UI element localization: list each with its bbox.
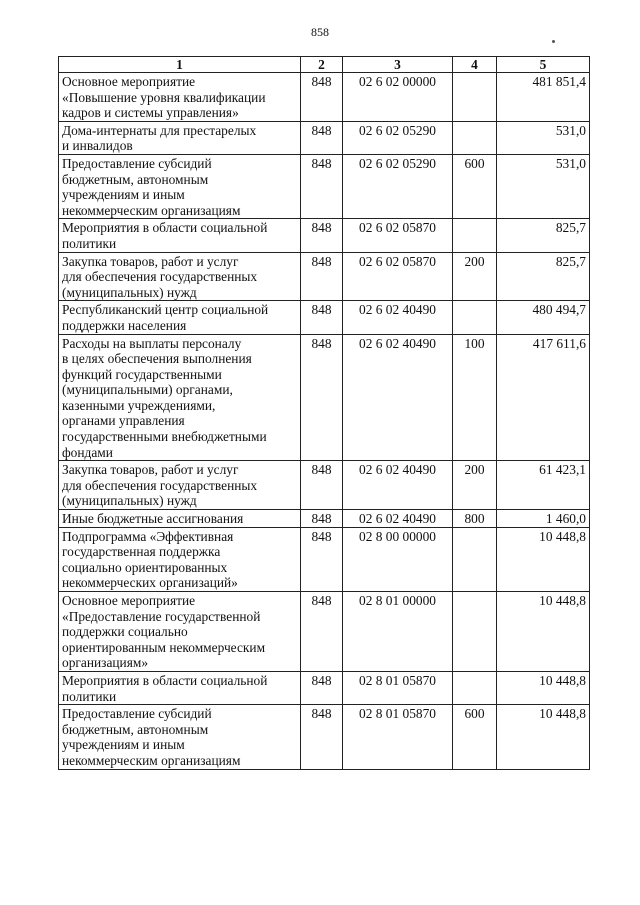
header-col-5: 5 — [497, 57, 590, 73]
row-name-cell — [59, 527, 301, 591]
row-expense-type-cell: 800 — [453, 510, 497, 528]
row-name-line: социально ориентированных — [62, 559, 228, 575]
table-row — [59, 510, 590, 528]
header-col-3: 3 — [343, 57, 453, 73]
row-name-line: некоммерческим организациям — [62, 752, 241, 768]
row-name-line: ориентированным некоммерческим — [62, 639, 266, 655]
row-name-cell — [59, 301, 301, 334]
row-amount-cell: 825,7 — [497, 252, 590, 301]
row-code-cell: 848 — [301, 334, 343, 461]
row-name-cell — [59, 121, 301, 154]
row-csr-cell: 02 6 02 05290 — [343, 154, 453, 218]
row-name-line: Дома-интернаты для престарелых — [62, 122, 257, 138]
row-code-cell: 848 — [301, 154, 343, 218]
row-name-line: Расходы на выплаты персоналу — [62, 335, 242, 351]
row-expense-type-cell: 200 — [453, 252, 497, 301]
header-col-2: 2 — [301, 57, 343, 73]
row-amount-cell: 481 851,4 — [497, 73, 590, 122]
row-code-cell: 848 — [301, 461, 343, 510]
budget-table — [58, 56, 590, 770]
table-row — [59, 252, 590, 301]
row-expense-type-cell — [453, 527, 497, 591]
row-name-line: бюджетным, автономным — [62, 171, 209, 187]
row-name-line: учреждениям и иным — [62, 737, 185, 753]
row-csr-cell: 02 6 02 05870 — [343, 252, 453, 301]
row-name-cell — [59, 461, 301, 510]
row-csr-cell: 02 8 01 00000 — [343, 592, 453, 672]
row-name-cell — [59, 219, 301, 252]
table-body — [59, 73, 590, 770]
row-name-line: (муниципальных) нужд — [62, 284, 197, 300]
row-amount-cell: 531,0 — [497, 121, 590, 154]
row-name-line: политики — [62, 688, 117, 704]
table-row — [59, 527, 590, 591]
row-code-cell: 848 — [301, 219, 343, 252]
row-name-line: некоммерческим организациям — [62, 202, 241, 218]
stray-mark — [552, 40, 555, 43]
table-row — [59, 671, 590, 704]
row-name-line: «Повышение уровня квалификации — [62, 89, 266, 105]
row-csr-cell: 02 6 02 00000 — [343, 73, 453, 122]
row-amount-cell: 531,0 — [497, 154, 590, 218]
row-name-line: (муниципальных) нужд — [62, 493, 197, 509]
row-amount-cell: 417 611,6 — [497, 334, 590, 461]
row-name-line: Закупка товаров, работ и услуг — [62, 462, 239, 478]
row-name-line: Подпрограмма «Эффективная — [62, 528, 234, 544]
row-expense-type-cell — [453, 219, 497, 252]
row-name-line: государственная поддержка — [62, 544, 221, 560]
row-name-line: Предоставление субсидий — [62, 155, 212, 171]
row-name-line: в целях обеспечения выполнения — [62, 351, 252, 367]
row-csr-cell: 02 6 02 40490 — [343, 301, 453, 334]
table-row — [59, 301, 590, 334]
row-amount-cell: 10 448,8 — [497, 527, 590, 591]
row-csr-cell: 02 8 00 00000 — [343, 527, 453, 591]
row-code-cell: 848 — [301, 527, 343, 591]
row-amount-cell: 1 460,0 — [497, 510, 590, 528]
row-code-cell: 848 — [301, 705, 343, 769]
table-row — [59, 461, 590, 510]
row-name-line: Основное мероприятие — [62, 74, 196, 89]
row-name-line: «Предоставление государственной — [62, 608, 261, 624]
page-number: 858 — [311, 25, 329, 39]
table-row — [59, 154, 590, 218]
row-name-line: Иные бюджетные ассигнования — [62, 511, 244, 527]
row-csr-cell: 02 6 02 05290 — [343, 121, 453, 154]
header-col-1: 1 — [59, 57, 301, 73]
table-row — [59, 705, 590, 769]
row-expense-type-cell — [453, 301, 497, 334]
row-amount-cell: 10 448,8 — [497, 705, 590, 769]
row-expense-type-cell — [453, 121, 497, 154]
row-name-line: органами управления — [62, 413, 185, 429]
row-name-line: и инвалидов — [62, 138, 133, 154]
row-name-line: кадров и системы управления» — [62, 105, 239, 121]
row-name-cell — [59, 334, 301, 461]
row-expense-type-cell: 600 — [453, 705, 497, 769]
header-col-4: 4 — [453, 57, 497, 73]
row-name-line: Мероприятия в области социальной — [62, 220, 268, 236]
table-row — [59, 219, 590, 252]
row-name-line: Основное мероприятие — [62, 593, 196, 608]
row-name-line: Закупка товаров, работ и услуг — [62, 253, 239, 269]
table-row — [59, 592, 590, 672]
row-csr-cell: 02 8 01 05870 — [343, 671, 453, 704]
row-code-cell: 848 — [301, 301, 343, 334]
row-name-line: организациям» — [62, 655, 149, 671]
row-name-line: фондами — [62, 444, 113, 460]
row-amount-cell: 825,7 — [497, 219, 590, 252]
row-name-line: Республиканский центр социальной — [62, 302, 269, 318]
row-expense-type-cell: 600 — [453, 154, 497, 218]
row-name-line: для обеспечения государственных — [62, 269, 258, 285]
row-amount-cell: 10 448,8 — [497, 592, 590, 672]
row-csr-cell: 02 6 02 05870 — [343, 219, 453, 252]
row-name-line: поддержки социально — [62, 624, 188, 640]
row-code-cell: 848 — [301, 671, 343, 704]
row-name-line: бюджетным, автономным — [62, 721, 209, 737]
row-name-line: учреждениям и иным — [62, 187, 185, 203]
row-amount-cell: 61 423,1 — [497, 461, 590, 510]
row-amount-cell: 10 448,8 — [497, 671, 590, 704]
row-expense-type-cell — [453, 671, 497, 704]
row-name-cell — [59, 252, 301, 301]
row-code-cell: 848 — [301, 510, 343, 528]
row-code-cell: 848 — [301, 121, 343, 154]
row-expense-type-cell — [453, 592, 497, 672]
row-amount-cell: 480 494,7 — [497, 301, 590, 334]
row-csr-cell: 02 6 02 40490 — [343, 334, 453, 461]
row-name-cell — [59, 705, 301, 769]
row-code-cell: 848 — [301, 252, 343, 301]
row-name-cell — [59, 510, 301, 528]
row-csr-cell: 02 6 02 40490 — [343, 461, 453, 510]
row-name-line: для обеспечения государственных — [62, 477, 258, 493]
row-name-line: государственными внебюджетными — [62, 429, 267, 445]
row-name-line: (муниципальными) органами, — [62, 382, 233, 398]
row-name-line: политики — [62, 235, 117, 251]
row-name-cell — [59, 73, 301, 122]
row-csr-cell: 02 8 01 05870 — [343, 705, 453, 769]
table-row — [59, 121, 590, 154]
row-name-cell — [59, 671, 301, 704]
row-name-cell — [59, 154, 301, 218]
table-row — [59, 334, 590, 461]
table-row — [59, 73, 590, 122]
row-name-line: поддержки населения — [62, 317, 187, 333]
header-row — [59, 57, 590, 73]
row-name-line: функций государственными — [62, 366, 222, 382]
row-expense-type-cell: 100 — [453, 334, 497, 461]
row-name-line: казенными учреждениями, — [62, 397, 216, 413]
row-code-cell: 848 — [301, 73, 343, 122]
row-expense-type-cell — [453, 73, 497, 122]
row-name-cell — [59, 592, 301, 672]
row-csr-cell: 02 6 02 40490 — [343, 510, 453, 528]
row-name-line: Предоставление субсидий — [62, 706, 212, 722]
row-code-cell: 848 — [301, 592, 343, 672]
row-expense-type-cell: 200 — [453, 461, 497, 510]
row-name-line: некоммерческих организаций» — [62, 575, 238, 591]
row-name-line: Мероприятия в области социальной — [62, 672, 268, 688]
